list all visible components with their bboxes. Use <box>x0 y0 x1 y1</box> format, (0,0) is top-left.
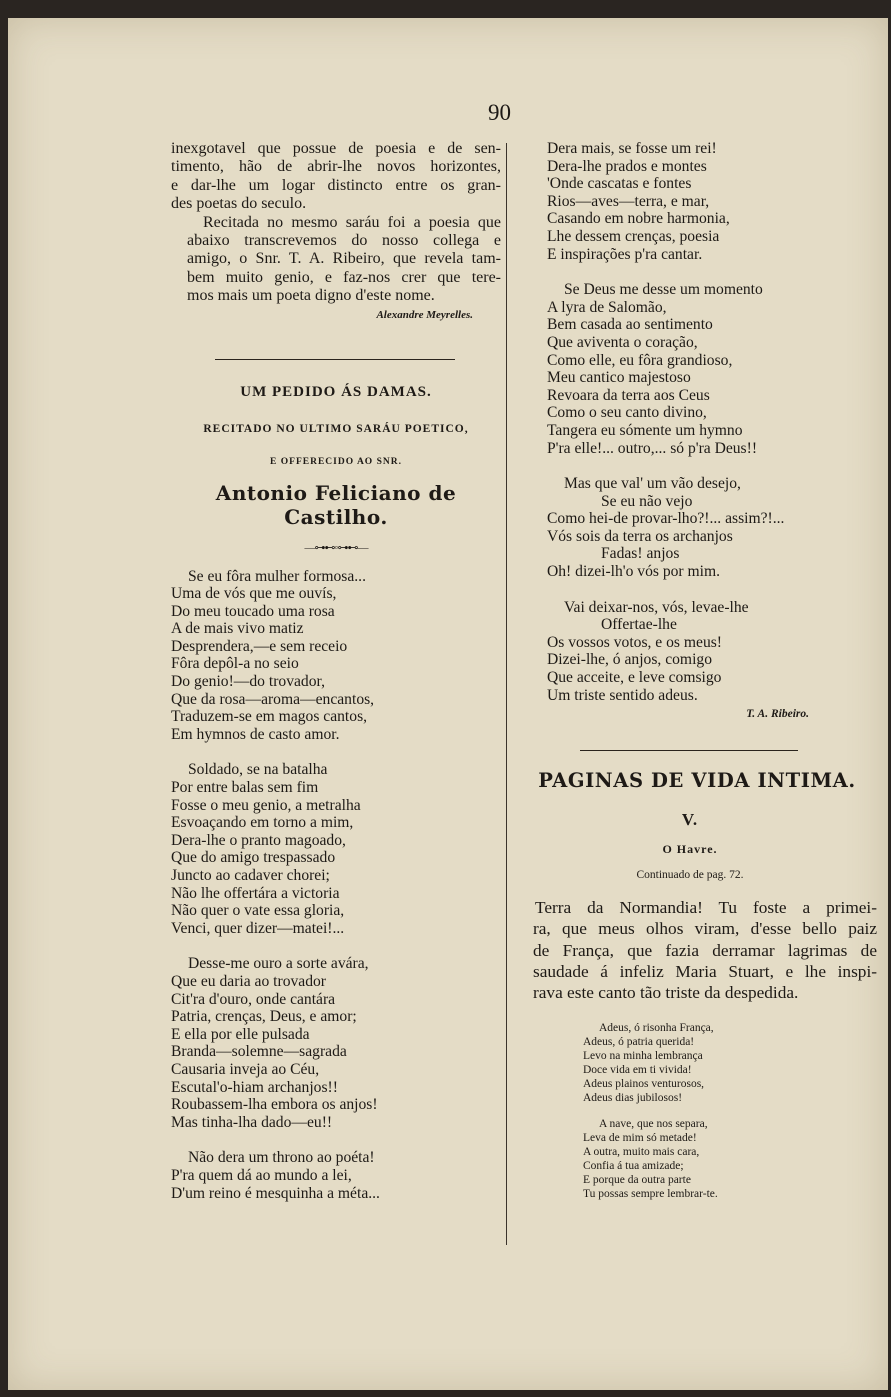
verse-line: A lyra de Salomão, <box>547 298 667 316</box>
right-column <box>533 140 877 1201</box>
text-line: des poetas do seculo. <box>171 195 307 213</box>
verse-line: Que do amigo trespassado <box>171 849 336 867</box>
verse-line: Branda—solemne—sagrada <box>171 1043 347 1061</box>
verse-line: Do genio!—do trovador, <box>171 673 325 691</box>
verse-line: Escutal'o-hiam archanjos!! <box>171 1078 338 1096</box>
verse-line: Causaria inveja ao Céu, <box>171 1060 320 1078</box>
verse-line: Desse-me ouro a sorte avára, <box>188 955 369 973</box>
verse-line: Os vossos votos, e os meus! <box>547 633 723 651</box>
stanza <box>171 568 501 744</box>
verse-line: Rios—aves—terra, e mar, <box>547 192 710 210</box>
verse-line: Juncto ao cadaver chorei; <box>171 867 330 885</box>
verse-line: Não lhe offertára a victoria <box>171 884 340 902</box>
verse-line: Levo na minha lembrança <box>583 1050 703 1063</box>
stanza <box>583 1117 847 1201</box>
signature: Alexandre Meyrelles. <box>376 308 473 321</box>
section-rule <box>580 750 798 751</box>
stanza <box>171 761 501 937</box>
verse-line: Em hymnos de casto amor. <box>171 725 340 743</box>
text-line: inexgotavel que possue de poesia e de sen- <box>171 140 501 157</box>
stanza <box>547 281 847 457</box>
verse-line: Soldado, se na batalha <box>188 761 328 779</box>
verse-line: Venci, quer dizer—matei!... <box>171 919 345 937</box>
verse-line: Se Deus me desse um momento <box>564 281 763 299</box>
poem-body <box>171 568 501 1203</box>
verse-line: Dera-lhe o pranto magoado, <box>171 831 346 849</box>
text-line: e dar-lhe um logar distincto entre os gran- <box>171 176 501 194</box>
stanza <box>171 955 501 1131</box>
verse-line: Fosse o meu genio, a metralha <box>171 796 361 814</box>
intro-paragraph <box>171 140 501 214</box>
verse-line: Mas que val' um vão desejo, <box>564 475 741 493</box>
poem-subtitle: RECITADO NO ULTIMO SARÁU POETICO, <box>203 422 469 435</box>
verse-line: Que acceite, e leve comsigo <box>547 669 722 687</box>
page-number: 90 <box>488 100 511 125</box>
section-title: PAGINAS DE VIDA INTIMA. <box>538 769 856 793</box>
verse-line: E ella por elle pulsada <box>171 1025 310 1043</box>
verse-line: Por entre balas sem fim <box>171 779 319 797</box>
verse-line: Adeus plainos venturosos, <box>583 1078 705 1091</box>
verse-line: Que da rosa—aroma—encantos, <box>171 690 375 708</box>
verse-line: Adeus dias jubilosos! <box>583 1092 683 1105</box>
verse-line: Como elle, eu fôra grandioso, <box>547 351 733 369</box>
section-number: V. <box>681 810 699 830</box>
verse-line: Um triste sentido adeus. <box>547 686 698 704</box>
verse-line: Cit'ra d'ouro, onde cantára <box>171 990 336 1008</box>
verse-line: Como hei-de provar-lho?!... assim?!... <box>547 510 785 528</box>
poem-title: UM PEDIDO ÁS DAMAS. <box>240 383 432 400</box>
verse-line: Desprendera,—e sem receio <box>171 637 348 655</box>
stanza <box>171 1149 501 1202</box>
verse-line: D'um reino é mesquinha a méta... <box>171 1184 380 1202</box>
verse-line: Bem casada ao sentimento <box>547 316 713 334</box>
text-line: de França, que fazia derramar lagrimas de <box>533 940 877 960</box>
verse-line: A outra, muito mais cara, <box>583 1146 700 1159</box>
verse-line: Leva de mim só metade! <box>583 1132 697 1145</box>
text-line: abaixo transcrevemos do nosso collega e <box>187 231 501 249</box>
text-line: amigo, o Snr. T. A. Ribeiro, que revela tam- <box>187 250 501 268</box>
verse-line: E porque da outra parte <box>583 1174 691 1187</box>
text-line: timento, hão de abrir-lhe novos horizontes, <box>171 158 501 176</box>
text-line: rava este canto tão triste da despedida. <box>533 982 799 1002</box>
verse-line: Mas tinha-lha dado—eu!! <box>171 1113 333 1131</box>
stanza <box>547 140 847 263</box>
verse-line: A nave, que nos separa, <box>599 1118 708 1131</box>
verse-line: Casando em nobre harmonia, <box>547 210 730 228</box>
text-line: Terra da Normandia! Tu foste a primei- <box>535 898 877 918</box>
verse-line: Que eu daria ao trovador <box>171 972 327 990</box>
verse-line: Do meu toucado uma rosa <box>171 602 335 620</box>
verse-line: Não quer o vate essa gloria, <box>171 902 345 920</box>
text-line: saudade á infeliz Maria Stuart, e lhe inspi- <box>533 961 877 981</box>
verse-line: P'ra elle!... outro,... só p'ra Deus!! <box>547 439 758 457</box>
continued-note: Continuado de pag. 72. <box>636 869 744 882</box>
verse-line: Revoara da terra aos Ceus <box>547 386 710 404</box>
quoted-poem <box>583 1021 847 1201</box>
verse-line: Dera-lhe prados e montes <box>547 157 707 175</box>
verse-line: Offertae-lhe <box>601 616 677 634</box>
verse-line: Traduzem-se em magos cantos, <box>171 708 368 726</box>
section-subtitle: O Havre. <box>662 842 718 857</box>
text-line: bem muito genio, e faz-nos crer que tere- <box>187 268 501 286</box>
verse-line: Fadas! anjos <box>601 545 680 563</box>
intro-paragraph-2 <box>171 214 501 306</box>
verse-line: Lhe dessem crenças, poesia <box>547 227 720 245</box>
verse-line: Confia á tua amizade; <box>583 1160 684 1173</box>
verse-line: E inspirações p'ra cantar. <box>547 245 703 263</box>
verse-line: Se eu fôra mulher formosa... <box>188 567 366 585</box>
verse-line: Patria, crenças, Deus, e amor; <box>171 1008 357 1026</box>
left-column <box>171 140 501 1220</box>
verse-line: Vós sois da terra os archanjos <box>547 527 733 545</box>
verse-line: Oh! dizei-lh'o vós por mim. <box>547 563 721 581</box>
verse-line: P'ra quem dá ao mundo a lei, <box>171 1166 352 1184</box>
verse-line: Tangera eu sómente um hymno <box>547 421 743 439</box>
verse-line: Dizei-lhe, ó anjos, comigo <box>547 651 712 669</box>
verse-line: Tu possas sempre lembrar-te. <box>583 1188 718 1201</box>
poem-dedicatee: Antonio Feliciano de Castilho. <box>215 480 457 529</box>
verse-line: Adeus, ó patria querida! <box>583 1036 695 1049</box>
verse-line: Não dera um throno ao poéta! <box>188 1149 375 1167</box>
poem-dedication: E OFFERECIDO AO SNR. <box>270 456 402 467</box>
verse-line: Dera mais, se fosse um rei! <box>547 140 717 157</box>
text-line: mos mais um poeta digno d'este nome. <box>187 287 435 305</box>
poem-continuation <box>547 140 847 704</box>
verse-line: Meu cantico majestoso <box>547 369 691 387</box>
verse-line: 'Onde cascatas e fontes <box>547 175 692 193</box>
text-line: Recitada no mesmo saráu foi a poesia que <box>203 213 501 231</box>
verse-line: Esvoaçando em torno a mim, <box>171 814 354 832</box>
verse-line: Se eu não vejo <box>601 492 693 510</box>
ornament: —⊶⊷◦⊶⊷— <box>304 541 368 554</box>
text-line: ra, que meus olhos viram, d'esse bello paiz <box>533 919 877 939</box>
stanza <box>547 475 847 581</box>
section-rule <box>215 359 455 360</box>
verse-line: Uma de vós que me ouvís, <box>171 585 337 603</box>
verse-line: A de mais vivo matiz <box>171 620 304 638</box>
signature: T. A. Ribeiro. <box>746 708 809 721</box>
prose-paragraph <box>533 897 877 1003</box>
verse-line: Adeus, ó risonha França, <box>599 1022 714 1035</box>
verse-line: Vai deixar-nos, vós, levae-lhe <box>564 598 749 616</box>
verse-line: Como o seu canto divino, <box>547 404 707 422</box>
verse-line: Que aviventa o coração, <box>547 333 698 351</box>
verse-line: Fôra depôl-a no seio <box>171 655 299 673</box>
stanza <box>547 599 847 705</box>
verse-line: Roubassem-lha embora os anjos! <box>171 1096 378 1114</box>
stanza <box>583 1021 847 1105</box>
verse-line: Doce vida em ti vivida! <box>583 1064 692 1077</box>
column-divider <box>506 143 507 1245</box>
